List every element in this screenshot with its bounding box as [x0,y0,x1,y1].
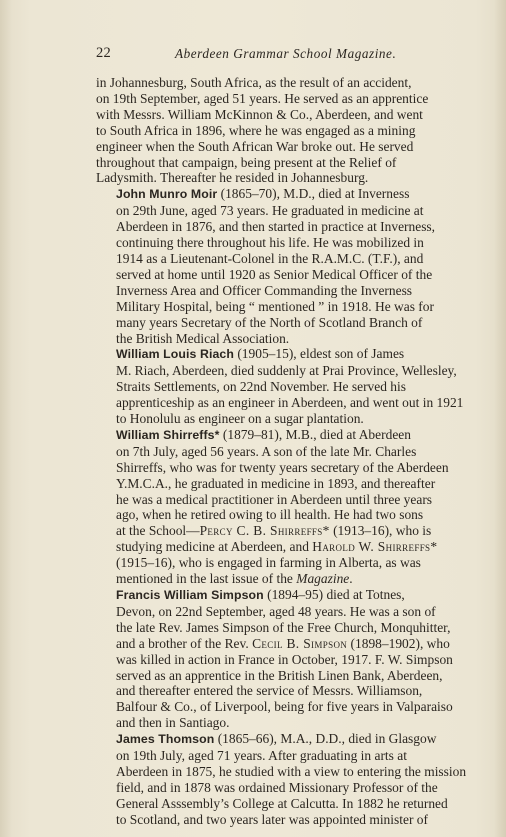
text-line: the late Rev. James Simpson of the Free Church, Monquhitter, [116,619,451,635]
text-line: served at home until 1920 as Senior Medical Officer of the [116,266,433,282]
text-line [96,636,471,652]
brother-name: Cecil B. Simpson [252,635,348,651]
entry-first-line-text: (1865–66), M.A., D.D., died in Glasgow [214,731,437,747]
person-name: William Louis Riach [116,347,234,362]
article-text [96,75,471,828]
text-line: on 19th September, aged 51 years. He served as an apprentice [96,90,429,106]
entry-first-line [96,427,471,444]
text-line: Shirreffs, who was for twenty years secretary of the Aberdeen [116,459,449,475]
left-edge-shadow [0,0,12,837]
page-number: 22 [96,45,111,61]
text-line: on 19th July, aged 71 years. After graduating in arts at [116,748,407,764]
text-fragment: mentioned in the last issue of the [116,571,297,587]
text-line: Aberdeen in 1875, he studied with a view to entering the mission [116,763,467,779]
entry-first-line-text: (1879–81), M.B., died at Aberdeen [219,426,411,442]
text-line: 1914 as a Lieutenant-Colonel in the R.A.M.C. (T.F.), and [116,250,424,266]
page-header [96,45,472,65]
text-line: and thereafter entered the service of Messrs. Williamson, [116,683,423,699]
person-name: John Munro Moir [116,187,218,202]
text-line: with Messrs. William McKinnon & Co., Aberdeen, and went [96,106,423,122]
text-line [96,571,471,587]
text-line: Aberdeen in 1876, and then started in practice at Inverness, [116,219,436,235]
entry-first-line-text: (1905–15), eldest son of James [233,346,405,362]
text-line: on 29th June, aged 73 years. He graduated in medicine at [116,203,424,219]
entry-first-line [96,587,471,604]
text-line: the British Medical Association. [116,330,290,346]
text-line: and then in Santiago. [116,715,230,731]
text-line [96,539,471,555]
obituary-entry-thomson [96,731,471,827]
text-fragment: and a brother of the Rev. [116,635,253,651]
entry-first-line [96,731,471,748]
text-line: Y.M.C.A., he graduated in medicine in 1893, and thereafter [116,475,436,491]
entry-first-line [96,346,471,363]
entry-first-line [96,186,471,203]
text-line: to Scotland, and two years later was appointed minister of [116,811,428,827]
text-line: to South Africa in 1896, where he was engaged as a mining [96,122,416,138]
text-fragment: at the School— [116,523,200,539]
continuation-paragraph [96,75,471,186]
son-name: Percy C. B. Shirreffs* [199,523,330,539]
text-line: to Honolulu as engineer on a sugar plantation. [116,411,364,427]
text-line: served as an apprentice in the British Linen Bank, Aberdeen, [116,667,443,683]
text-line: on 7th July, aged 56 years. A son of the late Mr. Charles [116,443,417,459]
text-line: throughout that campaign, being present at the Relief of [96,154,397,170]
text-line: (1915–16), who is engaged in farming in Alberta, as was [116,555,421,571]
text-line: many years Secretary of the North of Scotland Branch of [116,314,423,330]
text-line: Straits Settlements, on 22nd November. He served his [116,379,406,395]
text-line: he was a medical practitioner in Aberdeen until three years [116,491,433,507]
text-line: in Johannesburg, South Africa, as the result of an accident, [96,75,412,90]
text-line: Inverness Area and Officer Commanding the Inverness [116,282,413,298]
entry-first-line-text: (1865–70), M.D., died at Inverness [217,186,410,202]
running-title: Aberdeen Grammar School Magazine. [175,46,397,61]
text-fragment: studying medicine at Aberdeen, and [116,539,313,555]
text-line: Balfour & Co., of Liverpool, being for five years in Valparaiso [116,699,453,715]
obituary-entry-shirreffs [96,427,471,587]
right-edge-shadow [494,0,506,837]
person-name: James Thomson [116,732,215,747]
text-line: field, and in 1878 was ordained Missionary Professor of the [116,779,438,795]
text-line: continuing there throughout his life. He was mobilized in [116,235,424,251]
obituary-entry-riach [96,346,471,427]
text-line: ago, when he retired owing to ill health. He had two sons [116,507,424,523]
text-line: Military Hospital, being “ mentioned ” in 1918. He was for [116,298,434,314]
text-line: apprenticeship as an engineer in Aberdeen, and went out in 1921 [116,395,464,411]
text-line: Ladysmith. Thereafter he resided in Johannesburg. [96,170,369,186]
text-line: was killed in action in France in October, 1917. F. W. Simpson [116,651,453,667]
obituary-entry-simpson [96,587,471,731]
obituary-entry-moir [96,186,471,346]
entry-first-line-text: (1894–95) died at Totnes, [263,587,405,602]
person-name: William Shirreffs* [116,427,220,442]
text-line [96,523,471,539]
text-fragment: (1898–1902), who [347,635,450,651]
text-fragment: . [349,571,353,587]
magazine-title: Magazine [296,571,350,587]
text-line: Devon, on 22nd September, aged 48 years. He was a son of [116,603,436,619]
text-line: General Asssembly’s College at Calcutta. In 1882 he returned [116,795,448,811]
person-name: Francis William Simpson [116,588,264,602]
text-fragment: (1913–16), who is [329,523,432,539]
text-line: engineer when the South African War broke out. He served [96,138,414,154]
text-line: M. Riach, Aberdeen, died suddenly at Prai Province, Wellesley, [116,363,457,379]
son-name: Harold W. Shirreffs* [312,539,438,555]
